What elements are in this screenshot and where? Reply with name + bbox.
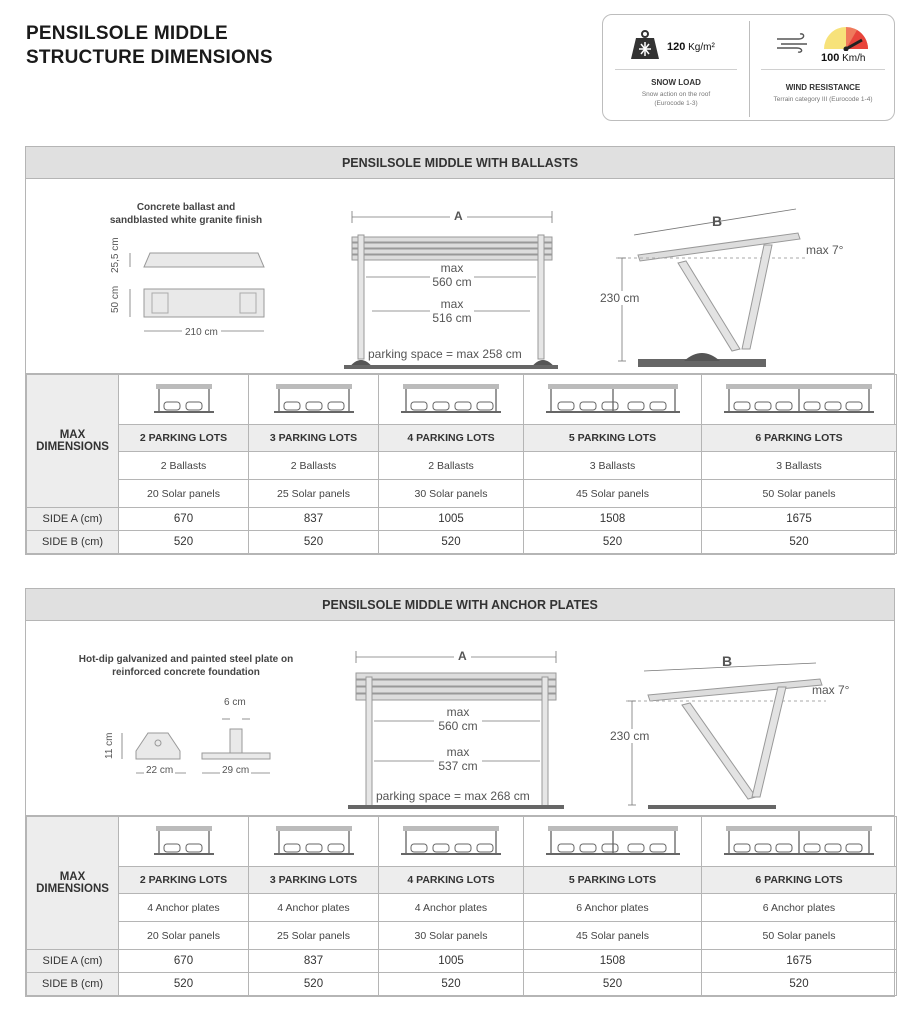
side-b-cell: 520: [379, 531, 524, 554]
panels-cell: 25 Solar panels: [249, 922, 379, 950]
plate-base-width-label: 29 cm: [222, 765, 250, 776]
ballast-note-1: Concrete ballast and: [136, 202, 236, 213]
panels-cell: 25 Solar panels: [249, 480, 379, 508]
wind-value: 100: [821, 52, 840, 64]
carport-icon-2: [119, 375, 249, 425]
max-span-lower-label: max: [446, 745, 470, 759]
supports-cell: 4 Anchor plates: [119, 894, 249, 922]
supports-cell: 2 Ballasts: [249, 452, 379, 480]
plate-thickness-label: 6 cm: [224, 697, 246, 708]
ballasts-table: [26, 374, 897, 554]
side-b-head: SIDE B (cm): [27, 973, 119, 996]
max-span-upper-label: max: [446, 705, 470, 719]
side-a-marker: A: [454, 649, 471, 663]
max-span-lower: [430, 297, 474, 325]
tilt-angle-label: max 7°: [806, 243, 844, 257]
side-a-cell: 670: [119, 508, 249, 531]
max-span-lower-value: 516 cm: [432, 311, 472, 325]
max-span-upper-value: 560 cm: [438, 719, 478, 733]
snow-load-value: [667, 41, 715, 53]
title-line-1: PENSILSOLE MIDDLE: [26, 23, 228, 44]
carport-icon-3: [249, 817, 379, 867]
ballast-width-label: 50 cm: [110, 285, 121, 313]
lots-4: 4 PARKING LOTS: [379, 425, 524, 452]
carport-icon-6: [702, 817, 897, 867]
structure-height-label: 230 cm: [600, 291, 640, 305]
side-a-cell: 1675: [702, 508, 897, 531]
title-line-2: STRUCTURE DIMENSIONS: [26, 47, 273, 68]
side-b-cell: 520: [119, 531, 249, 554]
side-a-marker: A: [450, 209, 467, 223]
side-a-cell: 1508: [524, 950, 702, 973]
panels-cell: 50 Solar panels: [702, 480, 897, 508]
panels-cell: 30 Solar panels: [379, 480, 524, 508]
weight-snowflake-icon: [629, 29, 661, 61]
plate-width-label: 22 cm: [146, 765, 174, 776]
lots-6: 6 PARKING LOTS: [702, 867, 897, 894]
lots-3: 3 PARKING LOTS: [249, 425, 379, 452]
carport-icon-5: [524, 375, 702, 425]
ballast-note-2: sandblasted white granite finish: [109, 215, 263, 226]
page-title: [26, 22, 273, 70]
carport-icon-4: [379, 375, 524, 425]
ballast-length-label: 210 cm: [182, 327, 221, 338]
panels-cell: 20 Solar panels: [119, 922, 249, 950]
wind-value-text: [821, 52, 865, 64]
panels-cell: 50 Solar panels: [702, 922, 897, 950]
side-a-head: SIDE A (cm): [27, 950, 119, 973]
tilt-angle-label: max 7°: [812, 683, 850, 697]
anchors-section: [25, 588, 895, 997]
max-span-upper: [430, 261, 474, 289]
lots-6: 6 PARKING LOTS: [702, 425, 897, 452]
panels-cell: 20 Solar panels: [119, 480, 249, 508]
specs-badge: [602, 14, 895, 121]
lots-3: 3 PARKING LOTS: [249, 867, 379, 894]
lots-2: 2 PARKING LOTS: [119, 425, 249, 452]
max-span-lower-value: 537 cm: [438, 759, 478, 773]
anchors-heading: PENSILSOLE MIDDLE WITH ANCHOR PLATES: [26, 589, 894, 621]
side-b-cell: 520: [249, 531, 379, 554]
ballasts-diagram: [26, 179, 894, 374]
side-a-cell: 1005: [379, 508, 524, 531]
side-a-cell: 1675: [702, 950, 897, 973]
side-a-cell: 1508: [524, 508, 702, 531]
snow-load-sub-2: (Eurocode 1-3): [654, 100, 698, 107]
side-b-marker: B: [712, 213, 723, 229]
max-dimensions-head: MAX DIMENSIONS: [27, 817, 119, 950]
supports-cell: 6 Anchor plates: [524, 894, 702, 922]
max-dimensions-head: MAX DIMENSIONS: [27, 375, 119, 508]
supports-cell: 2 Ballasts: [379, 452, 524, 480]
lots-2: 2 PARKING LOTS: [119, 867, 249, 894]
structure-height-label: 230 cm: [610, 729, 650, 743]
side-a-cell: 670: [119, 950, 249, 973]
side-b-cell: 520: [249, 973, 379, 996]
side-b-cell: 520: [702, 973, 897, 996]
snow-load-label: SNOW LOAD: [651, 78, 701, 87]
side-b-head: SIDE B (cm): [27, 531, 119, 554]
side-b-cell: 520: [379, 973, 524, 996]
wind-unit: Km/h: [842, 53, 866, 64]
max-span-upper-value: 560 cm: [432, 275, 472, 289]
anchors-diagram: [26, 621, 894, 816]
side-b-cell: 520: [119, 973, 249, 996]
side-b-cell: 520: [702, 531, 897, 554]
carport-icon-6: [702, 375, 897, 425]
side-a-cell: 837: [249, 950, 379, 973]
plate-height-label: 11 cm: [104, 732, 115, 759]
supports-cell: 3 Ballasts: [702, 452, 897, 480]
wind-resistance-sub: Terrain category III (Eurocode 1-4): [773, 96, 873, 103]
ballast-height-label: 25,5 cm: [110, 237, 121, 273]
parking-space-label: parking space = max 268 cm: [376, 789, 530, 803]
max-span-lower-label: max: [440, 297, 464, 311]
panels-cell: 45 Solar panels: [524, 480, 702, 508]
side-b-cell: 520: [524, 973, 702, 996]
max-span-upper: [434, 705, 482, 733]
supports-cell: 4 Anchor plates: [379, 894, 524, 922]
snow-load-sub-1: Snow action on the roof: [641, 91, 711, 98]
lots-5: 5 PARKING LOTS: [524, 425, 702, 452]
wind-gauge-icon: [821, 23, 871, 51]
lots-5: 5 PARKING LOTS: [524, 867, 702, 894]
anchors-table: [26, 816, 897, 996]
anchor-note-1: Hot-dip galvanized and painted steel plate on: [78, 654, 294, 665]
side-a-head: SIDE A (cm): [27, 508, 119, 531]
carport-icon-3: [249, 375, 379, 425]
wind-icon: [775, 33, 815, 53]
panels-cell: 30 Solar panels: [379, 922, 524, 950]
panels-cell: 45 Solar panels: [524, 922, 702, 950]
carport-icon-4: [379, 817, 524, 867]
side-b-cell: 520: [524, 531, 702, 554]
max-span-lower: [434, 745, 482, 773]
wind-resistance-label: WIND RESISTANCE: [785, 83, 861, 92]
lots-4: 4 PARKING LOTS: [379, 867, 524, 894]
snow-unit: Kg/m²: [688, 42, 715, 53]
snow-value: 120: [667, 41, 686, 53]
parking-space-label: parking space = max 258 cm: [368, 347, 522, 361]
anchor-note-2: reinforced concrete foundation: [112, 667, 260, 678]
max-span-upper-label: max: [440, 261, 464, 275]
supports-cell: 6 Anchor plates: [702, 894, 897, 922]
side-a-cell: 1005: [379, 950, 524, 973]
carport-icon-2: [119, 817, 249, 867]
side-a-cell: 837: [249, 508, 379, 531]
supports-cell: 2 Ballasts: [119, 452, 249, 480]
supports-cell: 3 Ballasts: [524, 452, 702, 480]
carport-icon-5: [524, 817, 702, 867]
ballasts-heading: PENSILSOLE MIDDLE WITH BALLASTS: [26, 147, 894, 179]
side-b-marker: B: [722, 653, 733, 669]
ballasts-section: [25, 146, 895, 555]
supports-cell: 4 Anchor plates: [249, 894, 379, 922]
